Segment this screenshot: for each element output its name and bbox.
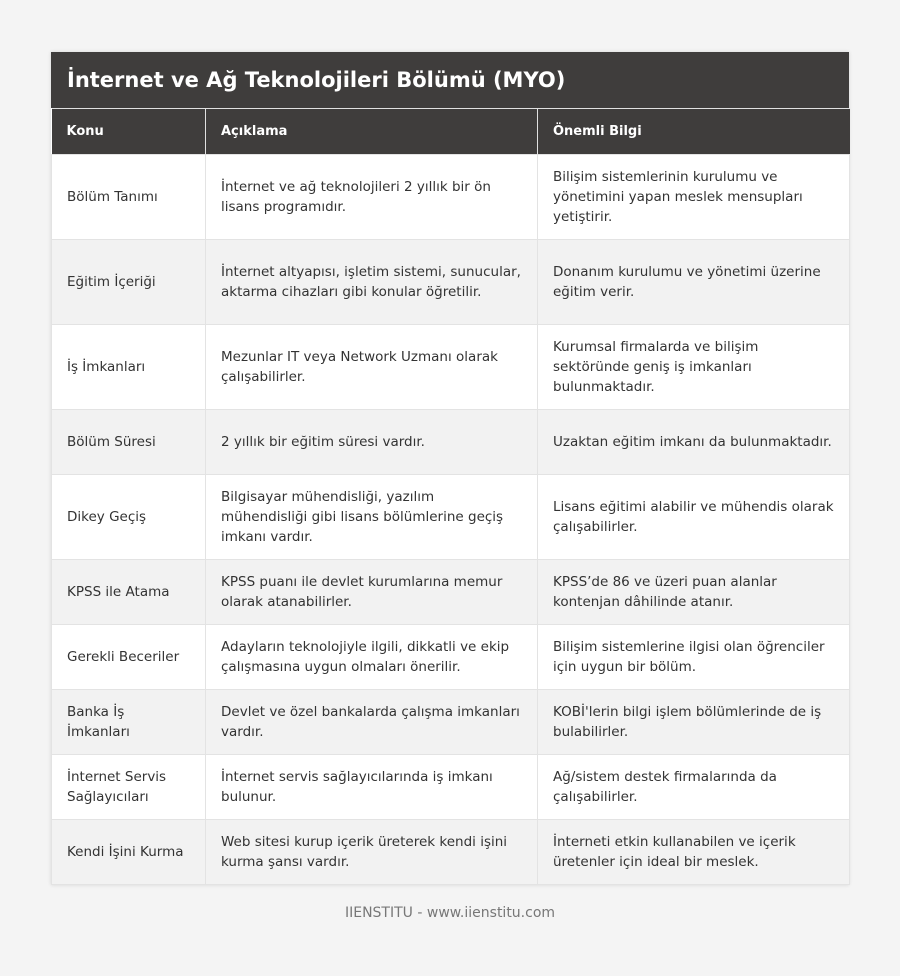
description-cell: Mezunlar IT veya Network Uzmanı olarak çalışabilirler. xyxy=(206,325,538,410)
description-cell: Bilgisayar mühendisliği, yazılım mühendisliği gibi lisans bölümlerine geçiş imkanı vardır. xyxy=(206,475,538,560)
info-cell: Kurumsal firmalarda ve bilişim sektöründe geniş iş imkanları bulunmaktadır. xyxy=(538,325,850,410)
table-row xyxy=(52,560,850,625)
info-cell: KOBİ'lerin bilgi işlem bölümlerinde de iş bulabilirler. xyxy=(538,690,850,755)
table-card xyxy=(51,52,849,885)
info-cell: Bilişim sistemlerine ilgisi olan öğrenciler için uygun bir bölüm. xyxy=(538,625,850,690)
info-cell: Ağ/sistem destek firmalarında da çalışabilirler. xyxy=(538,755,850,820)
description-cell: İnternet ve ağ teknolojileri 2 yıllık bir ön lisans programıdır. xyxy=(206,155,538,240)
column-header-aciklama: Açıklama xyxy=(206,109,538,155)
topic-cell: KPSS ile Atama xyxy=(52,560,206,625)
footer-credit: IIENSTITU - www.iienstitu.com xyxy=(344,905,556,921)
table-row xyxy=(52,755,850,820)
column-header-konu: Konu xyxy=(52,109,206,155)
topic-cell: İnternet Servis Sağlayıcıları xyxy=(52,755,206,820)
table-row xyxy=(52,625,850,690)
table-title: İnternet ve Ağ Teknolojileri Bölümü (MYO) xyxy=(51,52,849,108)
info-cell: Bilişim sistemlerinin kurulumu ve yönetimini yapan meslek mensupları yetiştirir. xyxy=(538,155,850,240)
info-cell: Uzaktan eğitim imkanı da bulunmaktadır. xyxy=(538,410,850,475)
table-row xyxy=(52,690,850,755)
table-row xyxy=(52,325,850,410)
description-cell: İnternet servis sağlayıcılarında iş imkanı bulunur. xyxy=(206,755,538,820)
info-cell: Donanım kurulumu ve yönetimi üzerine eğitim verir. xyxy=(538,240,850,325)
table-row xyxy=(52,475,850,560)
topic-cell: Gerekli Beceriler xyxy=(52,625,206,690)
description-cell: Devlet ve özel bankalarda çalışma imkanları vardır. xyxy=(206,690,538,755)
topic-cell: Dikey Geçiş xyxy=(52,475,206,560)
header-row xyxy=(52,109,850,155)
description-cell: Adayların teknolojiyle ilgili, dikkatli ve ekip çalışmasına uygun olmaları önerilir. xyxy=(206,625,538,690)
info-table xyxy=(51,108,850,885)
table-row xyxy=(52,820,850,885)
info-cell: İnterneti etkin kullanabilen ve içerik üretenler için ideal bir meslek. xyxy=(538,820,850,885)
description-cell: KPSS puanı ile devlet kurumlarına memur olarak atanabilirler. xyxy=(206,560,538,625)
topic-cell: İş İmkanları xyxy=(52,325,206,410)
description-cell: 2 yıllık bir eğitim süresi vardır. xyxy=(206,410,538,475)
topic-cell: Kendi İşini Kurma xyxy=(52,820,206,885)
info-cell: KPSS’de 86 ve üzeri puan alanlar kontenjan dâhilinde atanır. xyxy=(538,560,850,625)
table-row xyxy=(52,240,850,325)
info-cell: Lisans eğitimi alabilir ve mühendis olarak çalışabilirler. xyxy=(538,475,850,560)
description-cell: Web sitesi kurup içerik üreterek kendi işini kurma şansı vardır. xyxy=(206,820,538,885)
table-row xyxy=(52,155,850,240)
topic-cell: Bölüm Tanımı xyxy=(52,155,206,240)
topic-cell: Eğitim İçeriği xyxy=(52,240,206,325)
topic-cell: Banka İş İmkanları xyxy=(52,690,206,755)
topic-cell: Bölüm Süresi xyxy=(52,410,206,475)
description-cell: İnternet altyapısı, işletim sistemi, sunucular, aktarma cihazları gibi konular öğretilir. xyxy=(206,240,538,325)
column-header-onemli-bilgi: Önemli Bilgi xyxy=(538,109,850,155)
table-row xyxy=(52,410,850,475)
